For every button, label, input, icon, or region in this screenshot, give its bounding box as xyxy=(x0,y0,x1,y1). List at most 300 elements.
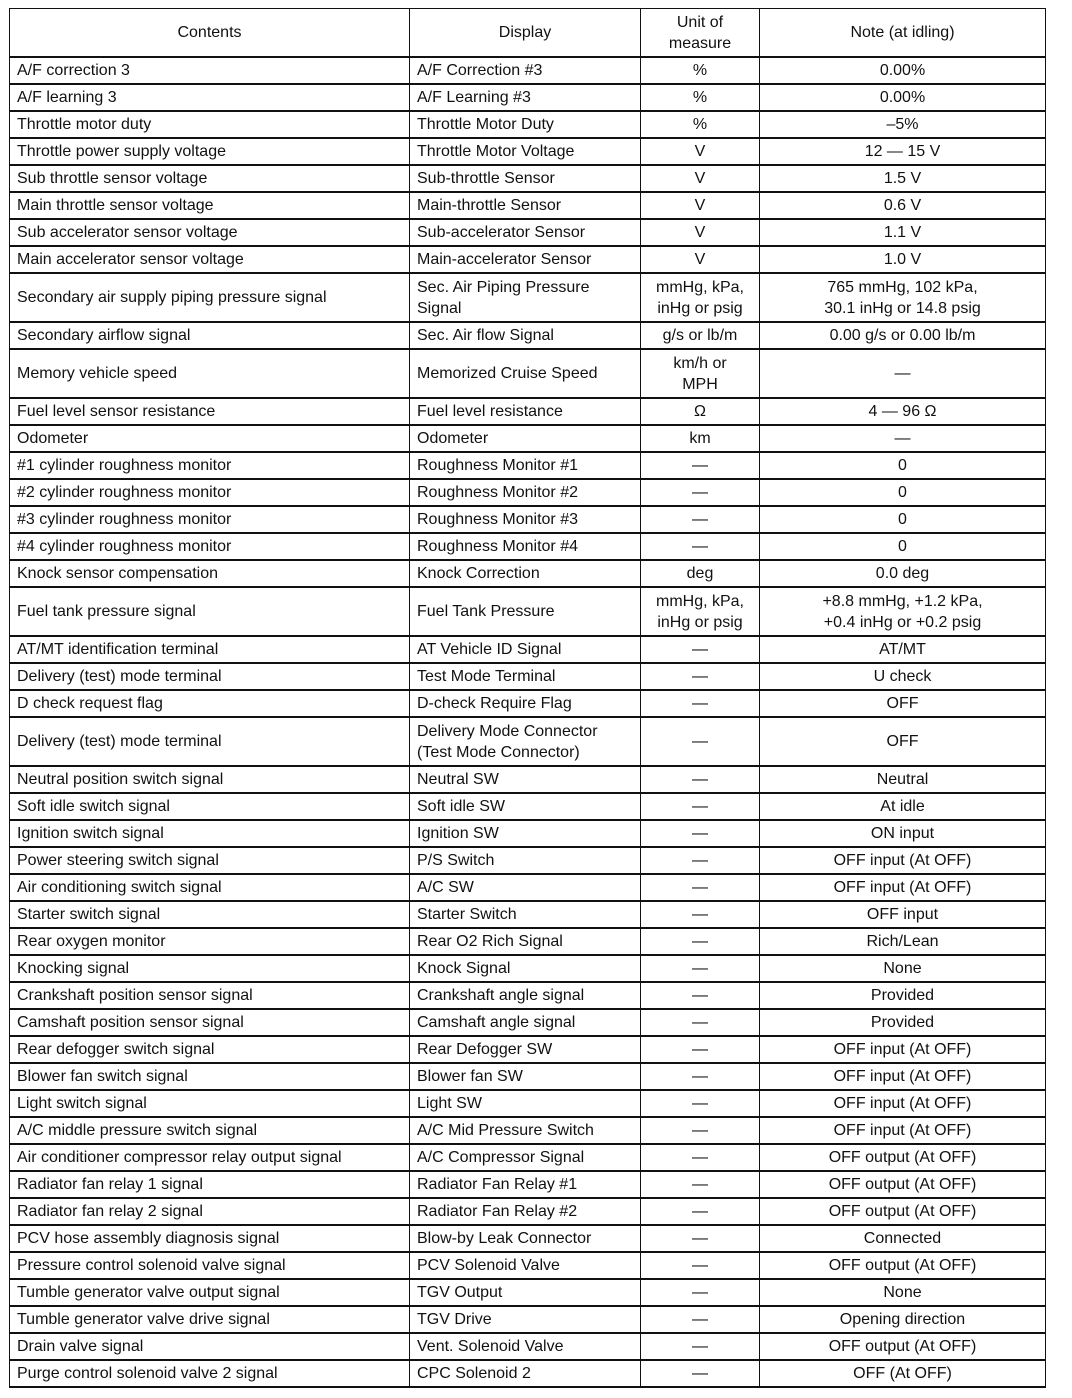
cell-unit xyxy=(641,587,760,636)
cell-display xyxy=(410,793,641,820)
cell-display xyxy=(410,533,641,560)
cell-unit xyxy=(641,192,760,219)
cell-note-text: OFF xyxy=(886,695,919,712)
cell-note-text: 1.5 V xyxy=(883,170,922,187)
cell-note-text: 765 mmHg, 102 kPa, xyxy=(827,278,978,296)
cell-contents xyxy=(10,349,410,398)
cell-display-text: Test Mode Terminal xyxy=(417,668,556,685)
cell-unit-text: inHg or psig xyxy=(657,613,743,631)
cell-contents xyxy=(10,847,410,874)
cell-unit xyxy=(641,1333,760,1360)
header-note: Note (at idling) xyxy=(760,9,1046,58)
cell-display-text: A/C Mid Pressure Switch xyxy=(417,1122,594,1139)
cell-unit-text: — xyxy=(692,798,708,815)
cell-unit xyxy=(641,1090,760,1117)
cell-contents xyxy=(10,587,410,636)
cell-display-text: Rear O2 Rich Signal xyxy=(417,933,563,950)
cell-note xyxy=(760,1063,1046,1090)
cell-unit-text: — xyxy=(692,668,708,685)
cell-note xyxy=(760,663,1046,690)
cell-note-text: 0.0 deg xyxy=(875,565,930,582)
table-row xyxy=(10,793,1046,820)
table-row xyxy=(10,246,1046,273)
cell-note-text: 0.00 g/s or 0.00 lb/m xyxy=(829,327,976,344)
cell-note-text: –5% xyxy=(886,116,919,133)
cell-display-text: Knock Signal xyxy=(417,960,511,977)
cell-contents xyxy=(10,138,410,165)
cell-contents-text: Light switch signal xyxy=(17,1095,147,1112)
table-row xyxy=(10,955,1046,982)
cell-display-text: Knock Correction xyxy=(417,565,540,582)
cell-note-text: — xyxy=(894,365,911,382)
cell-note xyxy=(760,690,1046,717)
cell-unit-text: — xyxy=(692,1365,708,1382)
cell-note-text: OFF input (At OFF) xyxy=(833,1122,972,1139)
cell-unit-text: — xyxy=(692,1122,708,1139)
cell-unit-text: — xyxy=(692,1176,708,1193)
cell-note xyxy=(760,1252,1046,1279)
cell-display-text: Blower fan SW xyxy=(417,1068,523,1085)
cell-unit xyxy=(641,533,760,560)
cell-unit-text: — xyxy=(692,733,708,750)
cell-contents-text: Knock sensor compensation xyxy=(17,565,218,582)
table-row xyxy=(10,1198,1046,1225)
table-row xyxy=(10,560,1046,587)
cell-contents xyxy=(10,1036,410,1063)
cell-note-text: 0.00% xyxy=(879,62,926,79)
cell-display xyxy=(410,111,641,138)
cell-display xyxy=(410,192,641,219)
cell-contents-text: Air conditioning switch signal xyxy=(17,879,222,896)
cell-contents-text: Secondary airflow signal xyxy=(17,327,191,344)
cell-note xyxy=(760,322,1046,349)
table-row xyxy=(10,1090,1046,1117)
cell-note xyxy=(760,398,1046,425)
cell-note-text: OFF input (At OFF) xyxy=(833,879,972,896)
header-unit-line: Unit of xyxy=(676,13,724,31)
cell-contents-text: Secondary air supply piping pressure signal xyxy=(17,289,327,306)
cell-note xyxy=(760,479,1046,506)
cell-unit-text: — xyxy=(692,933,708,950)
cell-display xyxy=(410,560,641,587)
cell-note-text: Opening direction xyxy=(839,1311,966,1328)
cell-display-text: Crankshaft angle signal xyxy=(417,987,585,1004)
table-row xyxy=(10,1171,1046,1198)
table-row xyxy=(10,1306,1046,1333)
cell-note xyxy=(760,1360,1046,1387)
cell-unit xyxy=(641,1036,760,1063)
cell-unit-text: V xyxy=(694,197,706,214)
cell-display-text: Neutral SW xyxy=(417,771,499,788)
cell-unit xyxy=(641,820,760,847)
cell-note-text: +8.8 mmHg, +1.2 kPa, xyxy=(822,592,983,610)
cell-note-text: None xyxy=(883,1284,922,1301)
cell-contents xyxy=(10,1009,410,1036)
table-row xyxy=(10,1063,1046,1090)
cell-contents-text: Crankshaft position sensor signal xyxy=(17,987,253,1004)
cell-note-text: OFF output (At OFF) xyxy=(828,1176,977,1193)
cell-display-text: Fuel level resistance xyxy=(417,403,563,420)
table-row xyxy=(10,874,1046,901)
cell-display xyxy=(410,690,641,717)
cell-unit xyxy=(641,1144,760,1171)
cell-contents-text: Throttle motor duty xyxy=(17,116,152,133)
cell-display-text: Camshaft angle signal xyxy=(417,1014,576,1031)
cell-contents xyxy=(10,1063,410,1090)
cell-contents xyxy=(10,84,410,111)
table-row xyxy=(10,506,1046,533)
cell-contents-text: Sub throttle sensor voltage xyxy=(17,170,208,187)
cell-display-text: (Test Mode Connector) xyxy=(417,743,580,761)
table-row xyxy=(10,1144,1046,1171)
cell-contents-text: #1 cylinder roughness monitor xyxy=(17,457,232,474)
cell-note xyxy=(760,506,1046,533)
cell-display-text: Throttle Motor Duty xyxy=(417,116,554,133)
cell-note xyxy=(760,982,1046,1009)
cell-unit xyxy=(641,84,760,111)
table-row xyxy=(10,138,1046,165)
cell-note-text: OFF output (At OFF) xyxy=(828,1149,977,1166)
cell-unit-text: — xyxy=(692,538,708,555)
cell-note-text: OFF input (At OFF) xyxy=(833,852,972,869)
cell-note xyxy=(760,533,1046,560)
cell-contents-text: Rear oxygen monitor xyxy=(17,933,166,950)
cell-note xyxy=(760,766,1046,793)
cell-contents xyxy=(10,1090,410,1117)
table-row xyxy=(10,192,1046,219)
table-row xyxy=(10,820,1046,847)
cell-note-text: Provided xyxy=(870,987,935,1004)
cell-display xyxy=(410,1252,641,1279)
cell-note-text: OFF input (At OFF) xyxy=(833,1068,972,1085)
cell-contents xyxy=(10,533,410,560)
cell-contents xyxy=(10,1252,410,1279)
cell-contents xyxy=(10,452,410,479)
cell-unit xyxy=(641,506,760,533)
cell-contents xyxy=(10,1198,410,1225)
cell-display-text: Sub-throttle Sensor xyxy=(417,170,555,187)
cell-unit xyxy=(641,138,760,165)
cell-unit-text: — xyxy=(692,641,708,658)
cell-unit xyxy=(641,1360,760,1387)
cell-unit-text: — xyxy=(692,771,708,788)
cell-unit-text: inHg or psig xyxy=(657,299,743,317)
cell-display-text: Vent. Solenoid Valve xyxy=(417,1338,564,1355)
cell-contents xyxy=(10,955,410,982)
cell-display-text: Radiator Fan Relay #1 xyxy=(417,1176,578,1193)
cell-unit xyxy=(641,1252,760,1279)
cell-contents-text: Main throttle sensor voltage xyxy=(17,197,214,214)
cell-note xyxy=(760,928,1046,955)
cell-display xyxy=(410,57,641,84)
cell-display xyxy=(410,928,641,955)
table-row xyxy=(10,1360,1046,1387)
cell-note xyxy=(760,874,1046,901)
cell-display xyxy=(410,246,641,273)
cell-display xyxy=(410,273,641,322)
cell-contents xyxy=(10,165,410,192)
header-row xyxy=(10,9,1046,58)
cell-note-text: OFF input (At OFF) xyxy=(833,1041,972,1058)
cell-contents-text: Delivery (test) mode terminal xyxy=(17,668,222,685)
cell-note xyxy=(760,717,1046,766)
cell-note-text: OFF xyxy=(886,733,919,750)
cell-unit-text: — xyxy=(692,457,708,474)
cell-contents-text: Starter switch signal xyxy=(17,906,161,923)
cell-contents-text: Sub accelerator sensor voltage xyxy=(17,224,238,241)
cell-unit-text: — xyxy=(692,960,708,977)
cell-note-text: OFF (At OFF) xyxy=(853,1365,952,1382)
cell-note xyxy=(760,111,1046,138)
cell-display-text: Radiator Fan Relay #2 xyxy=(417,1203,578,1220)
table-row xyxy=(10,1279,1046,1306)
cell-unit xyxy=(641,479,760,506)
cell-note xyxy=(760,1117,1046,1144)
cell-unit-text: V xyxy=(694,224,706,241)
cell-unit-text: km xyxy=(689,430,711,447)
cell-unit-text: km/h or xyxy=(673,354,727,372)
cell-display-text: A/F Correction #3 xyxy=(417,62,543,79)
cell-display xyxy=(410,766,641,793)
cell-unit-text: — xyxy=(692,906,708,923)
cell-display xyxy=(410,1306,641,1333)
cell-unit-text: — xyxy=(692,987,708,1004)
cell-display xyxy=(410,663,641,690)
cell-display xyxy=(410,955,641,982)
cell-contents-text: #3 cylinder roughness monitor xyxy=(17,511,232,528)
table-row xyxy=(10,1333,1046,1360)
cell-display xyxy=(410,847,641,874)
cell-display-text: A/C SW xyxy=(417,879,474,896)
cell-contents-text: D check request flag xyxy=(17,695,163,712)
cell-contents xyxy=(10,1171,410,1198)
cell-display xyxy=(410,982,641,1009)
cell-note xyxy=(760,84,1046,111)
cell-unit-text: g/s or lb/m xyxy=(662,327,738,344)
cell-display-text: Light SW xyxy=(417,1095,482,1112)
cell-contents-text: AT/MT identification terminal xyxy=(17,641,219,658)
cell-unit-text: — xyxy=(692,1014,708,1031)
cell-contents-text: Throttle power supply voltage xyxy=(17,143,226,160)
cell-display-text: Sub-accelerator Sensor xyxy=(417,224,586,241)
cell-note xyxy=(760,425,1046,452)
cell-unit-text: mmHg, kPa, xyxy=(655,278,744,296)
cell-display-text: Throttle Motor Voltage xyxy=(417,143,575,160)
cell-unit-text: — xyxy=(692,1230,708,1247)
cell-note-text: — xyxy=(894,430,911,447)
table-row xyxy=(10,901,1046,928)
cell-display xyxy=(410,1144,641,1171)
cell-contents xyxy=(10,111,410,138)
table-row xyxy=(10,1009,1046,1036)
cell-contents xyxy=(10,820,410,847)
cell-contents-text: A/F correction 3 xyxy=(17,62,130,79)
cell-unit-text: MPH xyxy=(682,375,718,393)
cell-unit xyxy=(641,398,760,425)
cell-contents-text: Drain valve signal xyxy=(17,1338,144,1355)
cell-contents-text: A/F learning 3 xyxy=(17,89,117,106)
cell-contents xyxy=(10,273,410,322)
cell-note xyxy=(760,452,1046,479)
cell-note xyxy=(760,1306,1046,1333)
table-row xyxy=(10,84,1046,111)
cell-unit-text: — xyxy=(692,1203,708,1220)
cell-display-text: Delivery Mode Connector xyxy=(417,722,598,740)
cell-contents xyxy=(10,1225,410,1252)
header-contents: Contents xyxy=(10,9,410,58)
cell-contents xyxy=(10,192,410,219)
cell-contents-text: #4 cylinder roughness monitor xyxy=(17,538,232,555)
cell-note-text: ON input xyxy=(870,825,935,842)
cell-display xyxy=(410,219,641,246)
cell-note xyxy=(760,847,1046,874)
cell-note xyxy=(760,219,1046,246)
cell-note-text: 0 xyxy=(898,457,907,474)
cell-contents-text: Pressure control solenoid valve signal xyxy=(17,1257,286,1274)
cell-unit-text: V xyxy=(694,251,706,268)
cell-display-text: Roughness Monitor #3 xyxy=(417,511,578,528)
cell-note xyxy=(760,1009,1046,1036)
cell-display-text: Blow-by Leak Connector xyxy=(417,1230,592,1247)
cell-note-text: 1.0 V xyxy=(883,251,922,268)
cell-unit-text: — xyxy=(692,1284,708,1301)
cell-display xyxy=(410,452,641,479)
cell-unit-text: — xyxy=(692,852,708,869)
cell-contents-text: Odometer xyxy=(17,430,89,447)
cell-display-text: Sec. Air Piping Pressure xyxy=(417,278,590,296)
cell-display xyxy=(410,425,641,452)
cell-display xyxy=(410,1090,641,1117)
cell-contents-text: Delivery (test) mode terminal xyxy=(17,733,222,750)
cell-note xyxy=(760,138,1046,165)
cell-display xyxy=(410,587,641,636)
cell-unit xyxy=(641,452,760,479)
cell-display xyxy=(410,398,641,425)
cell-unit xyxy=(641,273,760,322)
cell-display-text: AT Vehicle ID Signal xyxy=(417,641,562,658)
cell-unit xyxy=(641,847,760,874)
cell-unit xyxy=(641,955,760,982)
cell-note xyxy=(760,1171,1046,1198)
cell-contents xyxy=(10,1117,410,1144)
cell-contents-text: Main accelerator sensor voltage xyxy=(17,251,244,268)
cell-display xyxy=(410,874,641,901)
cell-unit-text: % xyxy=(692,89,708,106)
cell-display-text: Roughness Monitor #2 xyxy=(417,484,578,501)
cell-display xyxy=(410,1063,641,1090)
cell-contents xyxy=(10,928,410,955)
cell-display-text: Main-accelerator Sensor xyxy=(417,251,592,268)
cell-contents-text: Blower fan switch signal xyxy=(17,1068,188,1085)
cell-display-text: PCV Solenoid Valve xyxy=(417,1257,560,1274)
cell-contents xyxy=(10,766,410,793)
cell-note-text: Neutral xyxy=(876,771,929,788)
cell-note-text: 0.00% xyxy=(879,89,926,106)
cell-display xyxy=(410,717,641,766)
cell-unit xyxy=(641,1279,760,1306)
cell-display-text: Odometer xyxy=(417,430,489,447)
cell-note-text: 0 xyxy=(898,538,907,555)
cell-unit xyxy=(641,1225,760,1252)
cell-contents-text: Tumble generator valve drive signal xyxy=(17,1311,270,1328)
cell-contents xyxy=(10,874,410,901)
cell-note-text: 4 — 96 Ω xyxy=(868,403,937,420)
cell-contents xyxy=(10,1144,410,1171)
cell-note-text: Provided xyxy=(870,1014,935,1031)
cell-contents xyxy=(10,901,410,928)
cell-unit xyxy=(641,219,760,246)
cell-note-text: +0.4 inHg or +0.2 psig xyxy=(823,613,982,631)
cell-display xyxy=(410,901,641,928)
cell-note-text: 12 — 15 V xyxy=(864,143,941,160)
cell-unit xyxy=(641,1063,760,1090)
cell-unit xyxy=(641,793,760,820)
cell-unit xyxy=(641,1306,760,1333)
cell-contents-text: Rear defogger switch signal xyxy=(17,1041,215,1058)
cell-contents-text: Radiator fan relay 2 signal xyxy=(17,1203,203,1220)
cell-unit-text: % xyxy=(692,116,708,133)
cell-unit-text: — xyxy=(692,1311,708,1328)
cell-contents-text: Radiator fan relay 1 signal xyxy=(17,1176,203,1193)
table-row xyxy=(10,1225,1046,1252)
cell-display-text: TGV Output xyxy=(417,1284,503,1301)
cell-note-text: OFF output (At OFF) xyxy=(828,1203,977,1220)
monitor-data-table xyxy=(9,8,1046,1388)
cell-unit xyxy=(641,636,760,663)
cell-contents-text: Fuel level sensor resistance xyxy=(17,403,216,420)
cell-note xyxy=(760,587,1046,636)
cell-display xyxy=(410,138,641,165)
cell-unit-text: — xyxy=(692,1257,708,1274)
header-unit xyxy=(641,9,760,58)
table-row xyxy=(10,533,1046,560)
cell-contents xyxy=(10,1279,410,1306)
cell-note xyxy=(760,901,1046,928)
cell-contents-text: #2 cylinder roughness monitor xyxy=(17,484,232,501)
cell-note xyxy=(760,1036,1046,1063)
cell-unit xyxy=(641,322,760,349)
cell-unit xyxy=(641,874,760,901)
cell-display-text: Rear Defogger SW xyxy=(417,1041,553,1058)
table-row xyxy=(10,322,1046,349)
cell-unit xyxy=(641,1009,760,1036)
cell-contents xyxy=(10,57,410,84)
cell-contents xyxy=(10,793,410,820)
cell-note-text: AT/MT xyxy=(879,641,926,658)
cell-note xyxy=(760,1333,1046,1360)
cell-note-text: OFF output (At OFF) xyxy=(828,1338,977,1355)
cell-display-text: A/C Compressor Signal xyxy=(417,1149,585,1166)
table-row xyxy=(10,766,1046,793)
cell-display xyxy=(410,636,641,663)
table-row xyxy=(10,57,1046,84)
cell-display xyxy=(410,820,641,847)
cell-contents xyxy=(10,398,410,425)
cell-display xyxy=(410,1225,641,1252)
cell-note-text: OFF input xyxy=(866,906,939,923)
cell-note xyxy=(760,165,1046,192)
table-row xyxy=(10,717,1046,766)
cell-contents xyxy=(10,560,410,587)
cell-note xyxy=(760,1279,1046,1306)
cell-contents xyxy=(10,1333,410,1360)
cell-contents xyxy=(10,717,410,766)
cell-contents-text: Camshaft position sensor signal xyxy=(17,1014,244,1031)
table-row xyxy=(10,452,1046,479)
cell-note xyxy=(760,273,1046,322)
header-display: Display xyxy=(410,9,641,58)
cell-note-text: 0 xyxy=(898,511,907,528)
